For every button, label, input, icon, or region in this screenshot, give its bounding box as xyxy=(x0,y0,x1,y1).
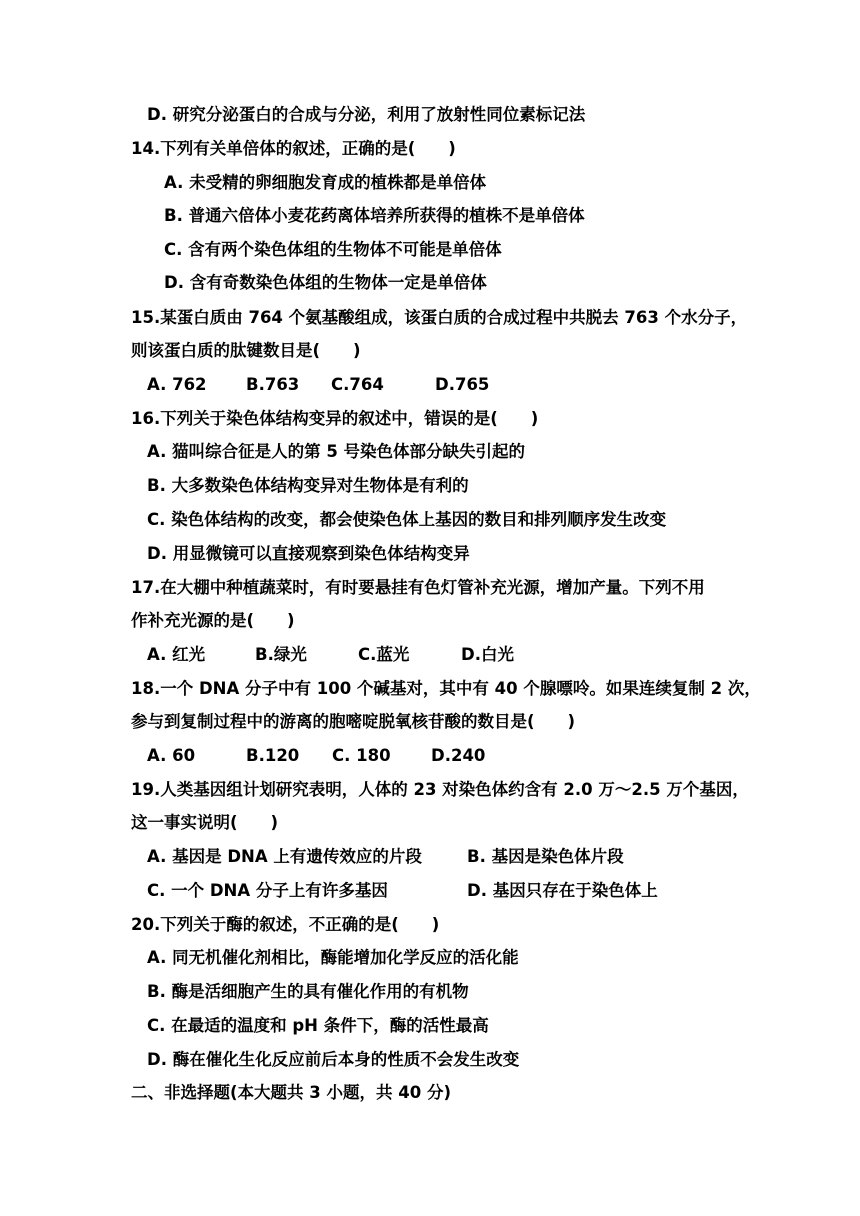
q18-option-a: A. 60 xyxy=(147,746,196,765)
q15-option-a: A. 762 xyxy=(147,375,207,394)
q15-option-d: D.765 xyxy=(435,375,490,394)
q16-option-d: D. 用显微镜可以直接观察到染色体结构变异 xyxy=(147,544,470,563)
q20-option-c: C. 在最适的温度和 pH 条件下，酶的活性最高 xyxy=(147,1016,489,1035)
q20-option-b: B. 酶是活细胞产生的具有催化作用的有机物 xyxy=(147,982,469,1001)
q20-option-d: D. 酶在催化生化反应前后本身的性质不会发生改变 xyxy=(147,1050,520,1069)
q15-option-b: B.763 xyxy=(246,375,300,394)
q14-option-d: D. 含有奇数染色体组的生物体一定是单倍体 xyxy=(164,273,487,292)
q14-option-b: B. 普通六倍体小麦花药离体培养所获得的植株不是单倍体 xyxy=(164,206,585,225)
q20-stem: 20.下列关于酶的叙述，不正确的是( ) xyxy=(131,915,440,934)
q17-stem-line1: 17.在大棚中种植蔬菜时，有时要悬挂有色灯管补充光源，增加产量。下列不用 xyxy=(131,578,705,597)
q19-option-d: D. 基因只存在于染色体上 xyxy=(467,881,658,900)
q19-stem-line1: 19.人类基因组计划研究表明，人体的 23 对染色体约含有 2.0 万～2.5 万个基因， xyxy=(131,780,749,799)
q18-stem-line2: 参与到复制过程中的游离的胞嘧啶脱氧核苷酸的数目是( ) xyxy=(131,712,576,731)
q16-option-a: A. 猫叫综合征是人的第 5 号染色体部分缺失引起的 xyxy=(147,442,526,461)
q18-option-b: B.120 xyxy=(246,746,300,765)
q19-option-c: C. 一个 DNA 分子上有许多基因 xyxy=(147,881,388,900)
q20-option-a: A. 同无机催化剂相比，酶能增加化学反应的活化能 xyxy=(147,948,519,967)
q13-option-d: D. 研究分泌蛋白的合成与分泌，利用了放射性同位素标记法 xyxy=(147,105,586,124)
q17-option-d: D.白光 xyxy=(461,645,514,664)
q16-option-c: C. 染色体结构的改变，都会使染色体上基因的数目和排列顺序发生改变 xyxy=(147,510,667,529)
q16-stem: 16.下列关于染色体结构变异的叙述中，错误的是( ) xyxy=(131,409,539,428)
q16-option-b: B. 大多数染色体结构变异对生物体是有利的 xyxy=(147,476,469,495)
q17-option-c: C.蓝光 xyxy=(358,645,410,664)
q19-stem-line2: 这一事实说明( ) xyxy=(131,813,279,832)
q15-stem-line2: 则该蛋白质的肽键数目是( ) xyxy=(131,341,361,360)
q17-option-a: A. 红光 xyxy=(147,645,206,664)
q14-stem: 14.下列有关单倍体的叙述，正确的是( ) xyxy=(131,139,456,158)
q14-option-c: C. 含有两个染色体组的生物体不可能是单倍体 xyxy=(164,240,502,259)
q15-stem-line1: 15.某蛋白质由 764 个氨基酸组成，该蛋白质的合成过程中共脱去 763 个水分子， xyxy=(131,308,748,327)
q18-option-c: C. 180 xyxy=(332,746,391,765)
q15-option-c: C.764 xyxy=(331,375,384,394)
q14-option-a: A. 未受精的卵细胞发育成的植株都是单倍体 xyxy=(164,173,487,192)
q18-stem-line1: 18.一个 DNA 分子中有 100 个碱基对，其中有 40 个腺嘌呤。如果连续复制 2 次， xyxy=(131,679,761,698)
q17-stem-line2: 作补充光源的是( ) xyxy=(131,611,295,630)
q19-option-b: B. 基因是染色体片段 xyxy=(467,847,624,866)
section-heading-non-choice: 二、非选择题(本大题共 3 小题，共 40 分) xyxy=(131,1083,452,1102)
q18-option-d: D.240 xyxy=(431,746,486,765)
q17-option-b: B.绿光 xyxy=(255,645,307,664)
q19-option-a: A. 基因是 DNA 上有遗传效应的片段 xyxy=(147,847,422,866)
